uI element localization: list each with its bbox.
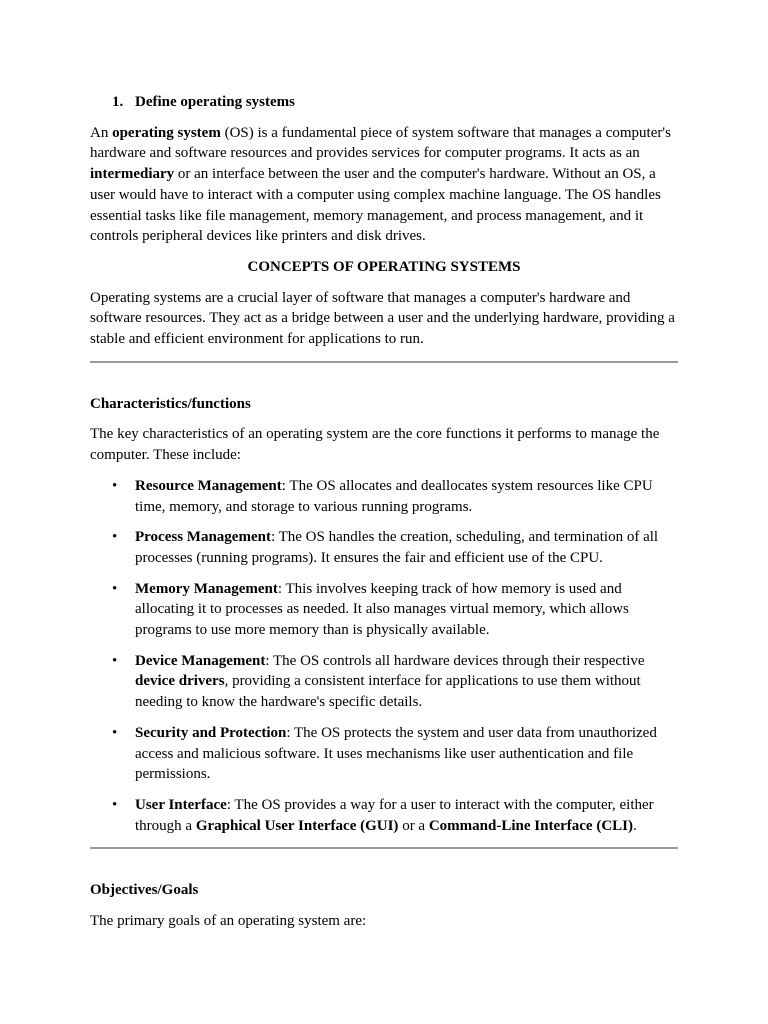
list-item-term: Resource Management xyxy=(135,477,282,494)
concepts-heading: CONCEPTS OF OPERATING SYSTEMS xyxy=(247,258,521,275)
characteristics-intro: The key characteristics of an operating system are the core functions it performs to manage the computer. These include: xyxy=(90,426,660,464)
list-item-text: . xyxy=(632,817,637,834)
bullet-icon: • xyxy=(112,796,118,813)
characteristics-heading: Characteristics/functions xyxy=(90,395,251,412)
section-title: Define operating systems xyxy=(135,94,295,110)
bullet-icon: • xyxy=(112,529,118,546)
intro-text-3: or an interface between the user and the computer's hardware. Without an OS, a user would have to interact with a computer using complex machine language. The OS handles essential tasks like file management, memory management, and process management, and it controls peripheral devices like printers and disk drives. xyxy=(90,166,661,245)
list-item xyxy=(90,795,678,836)
list-item-text: : The OS allocates and deallocates system resources like CPU time, memory, and storage to various running programs. xyxy=(135,477,653,515)
concepts-paragraph: Operating systems are a crucial layer of software that manages a computer's hardware and software resources. They act as a bridge between a user and the underlying hardware, providing a stable and efficient environment for applications to run. xyxy=(90,289,675,348)
list-item xyxy=(90,527,678,568)
intro-bold-operating-system: operating system xyxy=(112,124,221,141)
intro-paragraph xyxy=(90,123,678,247)
objectives-intro: The primary goals of an operating system are: xyxy=(90,913,367,930)
list-item-term: Device Management xyxy=(135,652,266,669)
list-item-term-device-drivers: device drivers xyxy=(135,673,225,690)
bullet-icon: • xyxy=(112,724,118,741)
section-heading xyxy=(90,92,678,113)
section-number: 1. xyxy=(112,94,124,110)
horizontal-divider xyxy=(90,847,678,849)
bullet-icon: • xyxy=(112,580,118,597)
list-item-term-gui: Graphical User Interface (GUI) xyxy=(195,817,399,834)
list-item-term: Memory Management xyxy=(135,580,278,597)
section-list xyxy=(90,92,678,113)
list-item xyxy=(90,651,678,713)
horizontal-divider xyxy=(90,361,678,363)
list-item-text: : The OS provides a way for a user to interact with the computer, either through a xyxy=(135,796,654,834)
list-item-text: : The OS controls all hardware devices through their respective xyxy=(265,652,645,669)
list-item xyxy=(90,579,678,641)
intro-text-1: An xyxy=(90,124,113,141)
document-page xyxy=(90,92,678,932)
intro-text-2: (OS) is a fundamental piece of system software that manages a computer's hardware and software resources and provides services for computer programs. It acts as an xyxy=(90,124,671,162)
bullet-icon: • xyxy=(112,652,118,669)
list-item-term: Security and Protection xyxy=(135,724,287,741)
list-item-text: : The OS protects the system and user data from unauthorized access and malicious software. It uses mechanisms like user authentication and file permissions. xyxy=(135,724,657,783)
characteristics-list xyxy=(90,476,678,837)
list-item-text: , providing a consistent interface for applications to use them without needing to know the hardware's specific details. xyxy=(135,673,641,711)
list-item xyxy=(90,476,678,517)
bullet-icon: • xyxy=(112,477,118,494)
list-item-term: Process Management xyxy=(135,529,271,546)
list-item-term: User Interface xyxy=(135,796,227,813)
list-item-text: : This involves keeping track of how memory is used and allocating it to processes as needed. It also manages virtual memory, which allows programs to use more memory than is physically available. xyxy=(135,580,629,639)
objectives-heading: Objectives/Goals xyxy=(90,882,199,899)
list-item-text: : The OS handles the creation, scheduling, and termination of all processes (running programs). It ensures the fair and efficient use of the CPU. xyxy=(135,529,659,566)
list-item-text: or a xyxy=(398,817,429,834)
list-item-term-cli: Command-Line Interface (CLI) xyxy=(428,817,633,834)
intro-bold-intermediary: intermediary xyxy=(90,166,175,183)
list-item xyxy=(90,723,678,785)
